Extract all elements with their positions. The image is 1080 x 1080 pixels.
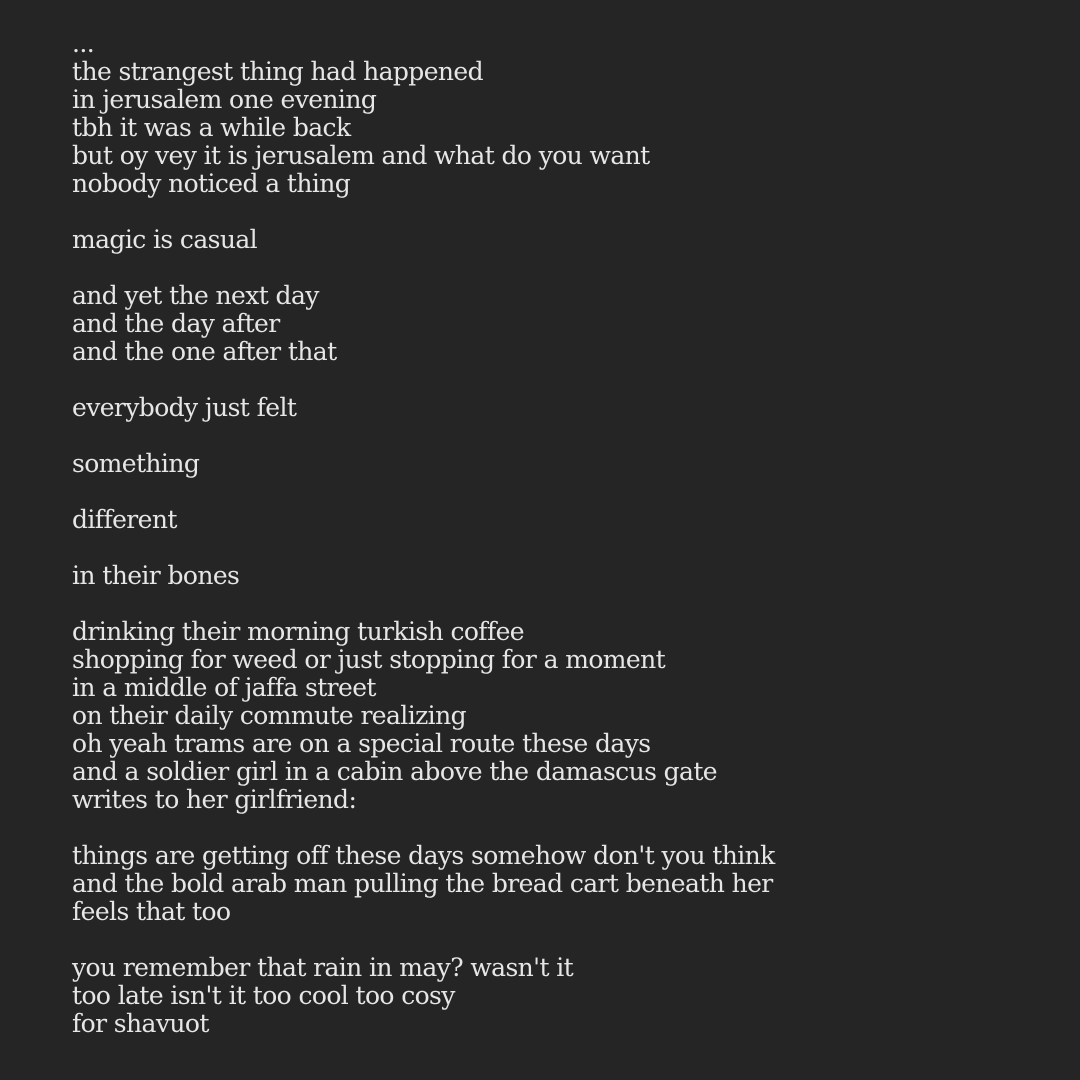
poem-line: in a middle of jaffa street bbox=[72, 673, 376, 702]
stanza-break bbox=[72, 478, 1052, 506]
poem-line: drinking their morning turkish coffee bbox=[72, 617, 525, 646]
poem-line: magic is casual bbox=[72, 225, 258, 254]
stanza-break bbox=[72, 198, 1052, 226]
poem-line: shopping for weed or just stopping for a moment bbox=[72, 645, 666, 674]
poem-line: everybody just felt bbox=[72, 393, 297, 422]
poem-line: different bbox=[72, 505, 177, 534]
poem-line: in their bones bbox=[72, 561, 240, 590]
poem-line: and the one after that bbox=[72, 337, 337, 366]
poem-line: things are getting off these days somehow don't you think bbox=[72, 841, 775, 870]
poem-line: but oy vey it is jerusalem and what do you want bbox=[72, 141, 650, 170]
stanza-break bbox=[72, 590, 1052, 618]
poem-line: something bbox=[72, 449, 200, 478]
poem-line: in jerusalem one evening bbox=[72, 85, 377, 114]
poem-line: tbh it was a while back bbox=[72, 113, 351, 142]
poem-text bbox=[72, 30, 1052, 1038]
poem-line: for shavuot bbox=[72, 1009, 209, 1038]
poem-line: oh yeah trams are on a special route these days bbox=[72, 729, 651, 758]
stanza-break bbox=[72, 422, 1052, 450]
poem-line: feels that too bbox=[72, 897, 231, 926]
poem-line: on their daily commute realizing bbox=[72, 701, 466, 730]
stanza-break bbox=[72, 366, 1052, 394]
poem-line: the strangest thing had happened bbox=[72, 57, 484, 86]
poem-line: too late isn't it too cool too cosy bbox=[72, 981, 455, 1010]
stanza-break bbox=[72, 254, 1052, 282]
poem-line: and the bold arab man pulling the bread cart beneath her bbox=[72, 869, 773, 898]
poem-line: writes to her girlfriend: bbox=[72, 785, 357, 814]
poem-line: and a soldier girl in a cabin above the damascus gate bbox=[72, 757, 718, 786]
stanza-break bbox=[72, 534, 1052, 562]
poem-line: you remember that rain in may? wasn't it bbox=[72, 953, 574, 982]
poem-line: and yet the next day bbox=[72, 281, 319, 310]
poem-line: nobody noticed a thing bbox=[72, 169, 351, 198]
stanza-break bbox=[72, 926, 1052, 954]
poem-line: ... bbox=[72, 29, 95, 58]
stanza-break bbox=[72, 814, 1052, 842]
poem-line: and the day after bbox=[72, 309, 280, 338]
